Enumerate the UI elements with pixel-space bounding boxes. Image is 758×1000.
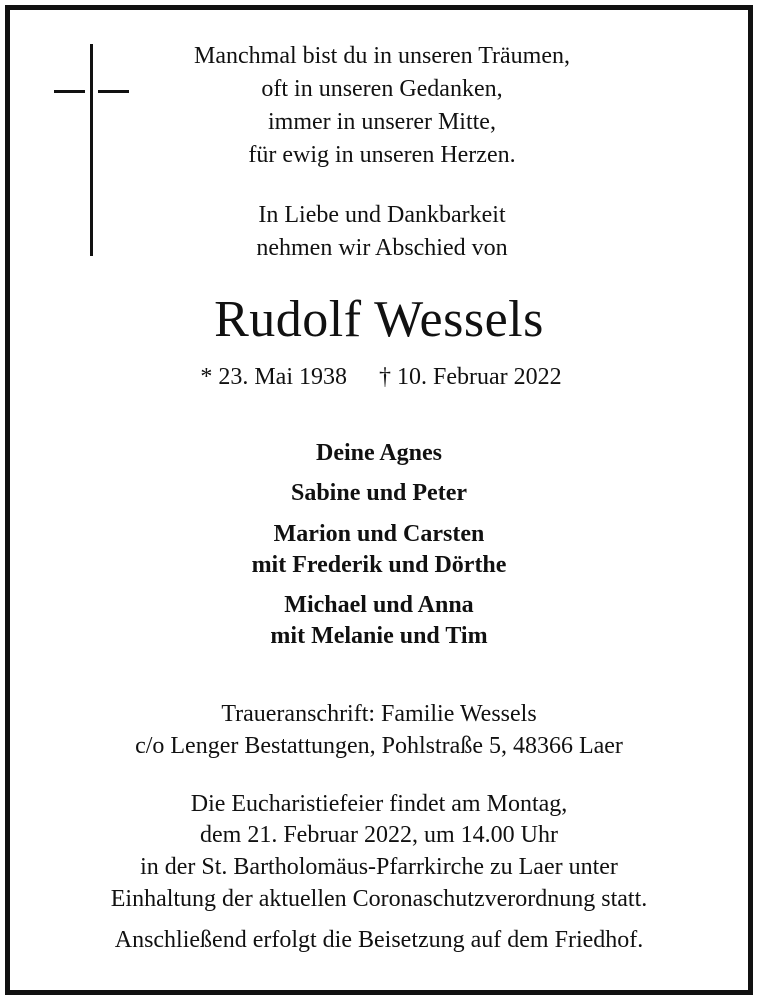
intro-line-1: In Liebe und Dankbarkeit: [258, 202, 506, 228]
address-line-1: Traueranschrift: Familie Wessels: [221, 701, 537, 727]
address-line-2: c/o Lenger Bestattungen, Pohlstraße 5, 48366 Laer: [135, 733, 623, 759]
mourner-5: Michael und Anna: [284, 592, 474, 618]
mourner-2: Sabine und Peter: [290, 480, 467, 506]
service-line-4: Einhaltung der aktuellen Coronaschutzverordnung statt.: [110, 886, 648, 912]
death-date: † 10. Februar 2022: [379, 364, 562, 390]
life-dates: [0, 362, 758, 392]
deceased-name: Rudolf Wessels: [214, 291, 544, 348]
mourner-3: Marion und Carsten: [273, 521, 485, 547]
mourner-1: Deine Agnes: [316, 440, 442, 466]
mourner-4: mit Frederik und Dörthe: [251, 552, 507, 578]
birth-date: * 23. Mai 1938: [200, 364, 348, 390]
service-line-1: Die Eucharistiefeier findet am Montag,: [190, 791, 568, 817]
service-line-2: dem 21. Februar 2022, um 14.00 Uhr: [200, 822, 558, 848]
service-line-3: in der St. Bartholomäus-Pfarrkirche zu Laer unter: [140, 854, 618, 880]
poem-line-1: Manchmal bist du in unseren Träumen,: [194, 43, 570, 69]
burial-line: Anschließend erfolgt die Beisetzung auf dem Friedhof.: [114, 927, 644, 953]
poem-line-4: für ewig in unseren Herzen.: [248, 142, 516, 168]
poem-line-2: oft in unseren Gedanken,: [261, 76, 503, 102]
intro-line-2: nehmen wir Abschied von: [256, 235, 508, 261]
mourner-6: mit Melanie und Tim: [270, 623, 488, 649]
poem-line-3: immer in unserer Mitte,: [268, 109, 496, 135]
